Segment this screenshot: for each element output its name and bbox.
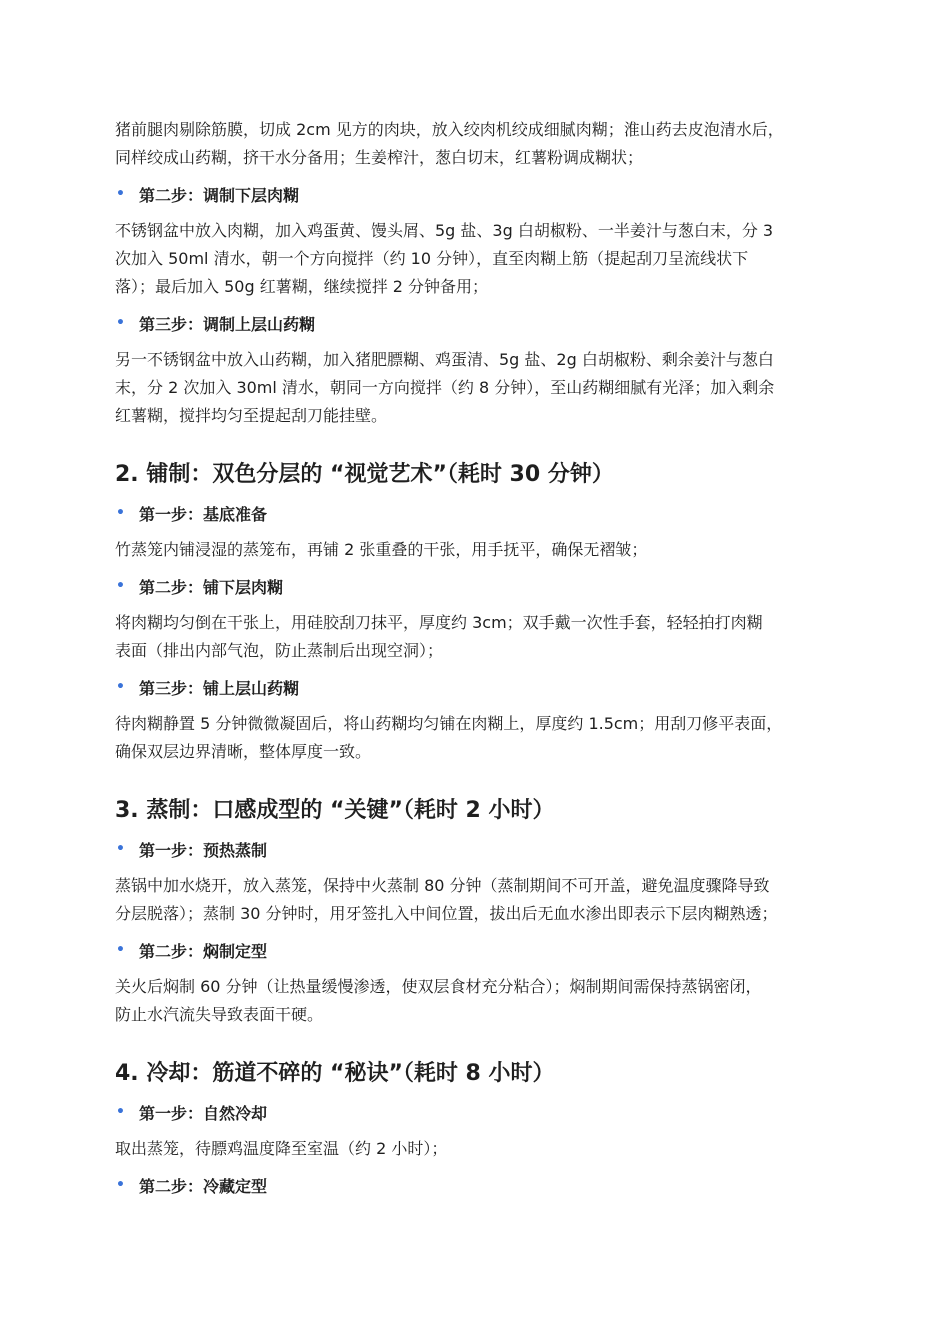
paragraph: 将肉糊均匀倒在干张上，用硅胶刮刀抹平，厚度约 3cm；双手戴一次性手套，轻轻拍打肉糊 表面（排出内部气泡，防止蒸制后出现空洞）； [115, 613, 763, 660]
step-heading [115, 574, 840, 598]
bullet-icon: • [116, 505, 125, 521]
step-label: 第二步：焖制定型 [139, 941, 268, 961]
step-label: 第二步：冷藏定型 [139, 1176, 268, 1196]
step-heading [115, 182, 840, 206]
step-heading [115, 675, 840, 699]
bullet-icon: • [116, 186, 125, 202]
section-heading: 2. 铺制：双色分层的 “视觉艺术”（耗时 30 分钟） [115, 462, 614, 487]
step-heading [115, 837, 840, 861]
bullet-icon: • [116, 841, 125, 857]
step-label: 第一步：基底准备 [139, 504, 268, 524]
section-heading: 3. 蒸制：口感成型的 “关键”（耗时 2 小时） [115, 798, 555, 823]
step-label: 第一步：预热蒸制 [139, 840, 268, 860]
document-body [115, 116, 840, 1208]
step-heading [115, 938, 840, 962]
bullet-icon: • [116, 679, 125, 695]
bullet-icon: • [116, 1177, 125, 1193]
paragraph: 竹蒸笼内铺浸湿的蒸笼布，再铺 2 张重叠的干张，用手抚平，确保无褶皱； [115, 540, 648, 559]
step-label: 第二步：铺下层肉糊 [139, 577, 284, 597]
paragraph: 待肉糊静置 5 分钟微微凝固后，将山药糊均匀铺在肉糊上，厚度约 1.5cm；用刮刀修平表面， 确保双层边界清晰，整体厚度一致。 [115, 714, 783, 761]
step-heading [115, 501, 840, 525]
section-heading: 4. 冷却：筋道不碎的 “秘诀”（耗时 8 小时） [115, 1061, 555, 1086]
paragraph: 另一不锈钢盆中放入山药糊，加入猪肥膘糊、鸡蛋清、5g 盐、2g 白胡椒粉、剩余姜汁与葱白 末，分 2 次加入 30ml 清水，朝同一方向搅拌（约 8 分钟），至山药糊细腻有光泽；加入剩余 红薯糊，搅拌均匀至提起刮刀能挂壁。 [115, 350, 775, 425]
step-label: 第二步：调制下层肉糊 [139, 185, 300, 205]
paragraph: 猪前腿肉剔除筋膜，切成 2cm 见方的肉块，放入绞肉机绞成细腻肉糊；淮山药去皮泡清水后， 同样绞成山药糊，挤干水分备用；生姜榨汁，葱白切末，红薯粉调成糊状； [115, 120, 784, 167]
paragraph: 关火后焖制 60 分钟（让热量缓慢渗透，使双层食材充分粘合）；焖制期间需保持蒸锅密闭， 防止水汽流失导致表面干硬。 [115, 977, 762, 1024]
step-heading [115, 1173, 840, 1197]
paragraph: 蒸锅中加水烧开，放入蒸笼，保持中火蒸制 80 分钟（蒸制期间不可开盖，避免温度骤降导致 分层脱落）；蒸制 30 分钟时，用牙签扎入中间位置，拔出后无血水渗出即表示下层肉糊熟透； [115, 876, 778, 923]
paragraph: 取出蒸笼，待膘鸡温度降至室温（约 2 小时）； [115, 1139, 448, 1158]
step-heading [115, 1100, 840, 1124]
bullet-icon: • [116, 1104, 125, 1120]
bullet-icon: • [116, 315, 125, 331]
paragraph: 不锈钢盆中放入肉糊，加入鸡蛋黄、馒头屑、5g 盐、3g 白胡椒粉、一半姜汁与葱白末，分 3 次加入 50ml 清水，朝一个方向搅拌（约 10 分钟），直至肉糊上筋（提起刮刀呈流线状下 落）；最后加入 50g 红薯糊，继续搅拌 2 分钟备用； [115, 221, 774, 296]
step-label: 第三步：调制上层山药糊 [139, 314, 316, 334]
step-label: 第一步：自然冷却 [139, 1103, 268, 1123]
step-label: 第三步：铺上层山药糊 [139, 678, 300, 698]
step-heading [115, 311, 840, 335]
bullet-icon: • [116, 578, 125, 594]
bullet-icon: • [116, 942, 125, 958]
